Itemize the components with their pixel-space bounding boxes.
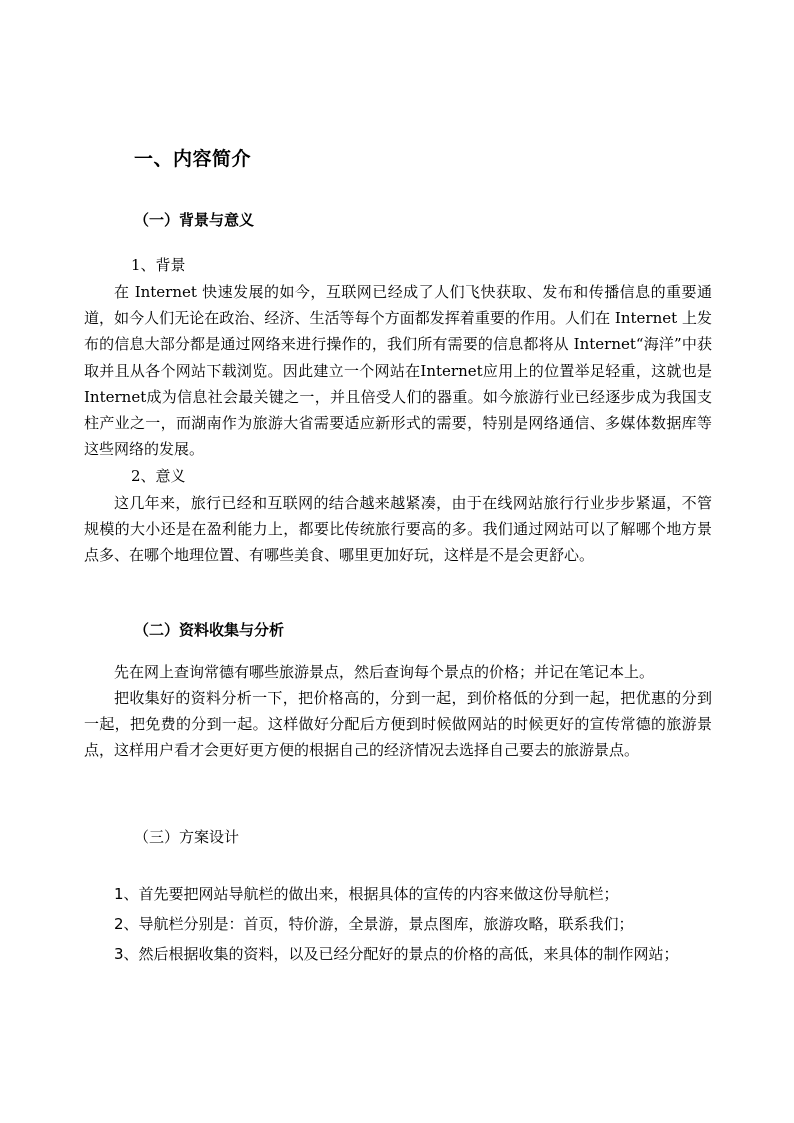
paragraph-background: 在 Internet 快速发展的如今，互联网已经成了人们飞快获取、发布和传播信息的重要通道，如今人们无论在政治、经济、生活等每个方面都发挥着重要的作用。人们在 Internet 上发布的信息大部分都是通过网络来进行操作的，我们所有需要的信息都将从 Internet“海洋”中获取并且从各个网站下载浏览。因此建立一个网站在Internet应用上的位置举足轻重，这就也是Internet成为信息社会最关键之一，并且倍受人们的器重。如今旅游行业已经逐步成为我国支柱产业之一，而湖南作为旅游大省需要适应新形式的需要，特别是网络通信、多媒体数据库等这些网络的发展。	[84, 283, 712, 459]
paragraph-collection-2: 把收集好的资料分析一下，把价格高的，分到一起，到价格低的分到一起，把优惠的分到一起，把免费的分到一起。这样做好分配后方便到时候做网站的时候更好的宣传常德的旅游景点，这样用户看才会更好更方便的根据自己的经济情况去选择自己要去的旅游景点。	[84, 689, 712, 760]
design-list	[84, 880, 712, 969]
subheading-background: 1、背景	[131, 256, 186, 274]
subheading-significance: 2、意义	[131, 467, 186, 485]
heading-background: （一）背景与意义	[134, 211, 255, 229]
list-item: 2、导航栏分别是：首页，特价游，全景游，景点图库，旅游攻略，联系我们；	[114, 914, 634, 933]
section-title: 一、内容简介	[134, 148, 252, 170]
list-item: 1、首先要把网站导航栏的做出来，根据具体的宣传的内容来做这份导航栏；	[114, 885, 619, 903]
heading-collection: （二）资料收集与分析	[134, 621, 285, 639]
heading-design: （三）方案设计	[134, 828, 240, 846]
paragraph-significance: 这几年来，旅行已经和互联网的结合越来越紧凑，由于在线网站旅行行业步步紧逼，不管规模的大小还是在盈利能力上，都要比传统旅行要高的多。我们通过网站可以了解哪个地方景点多、在哪个地理位置、有哪些美食、哪里更加好玩，这样是不是会更舒心。	[84, 494, 712, 565]
list-item: 3、然后根据收集的资料，以及已经分配好的景点的价格的高低，来具体的制作网站；	[114, 944, 679, 963]
paragraph-collection-1: 先在网上查询常德有哪些旅游景点，然后查询每个景点的价格；并记在笔记本上。	[114, 663, 655, 681]
